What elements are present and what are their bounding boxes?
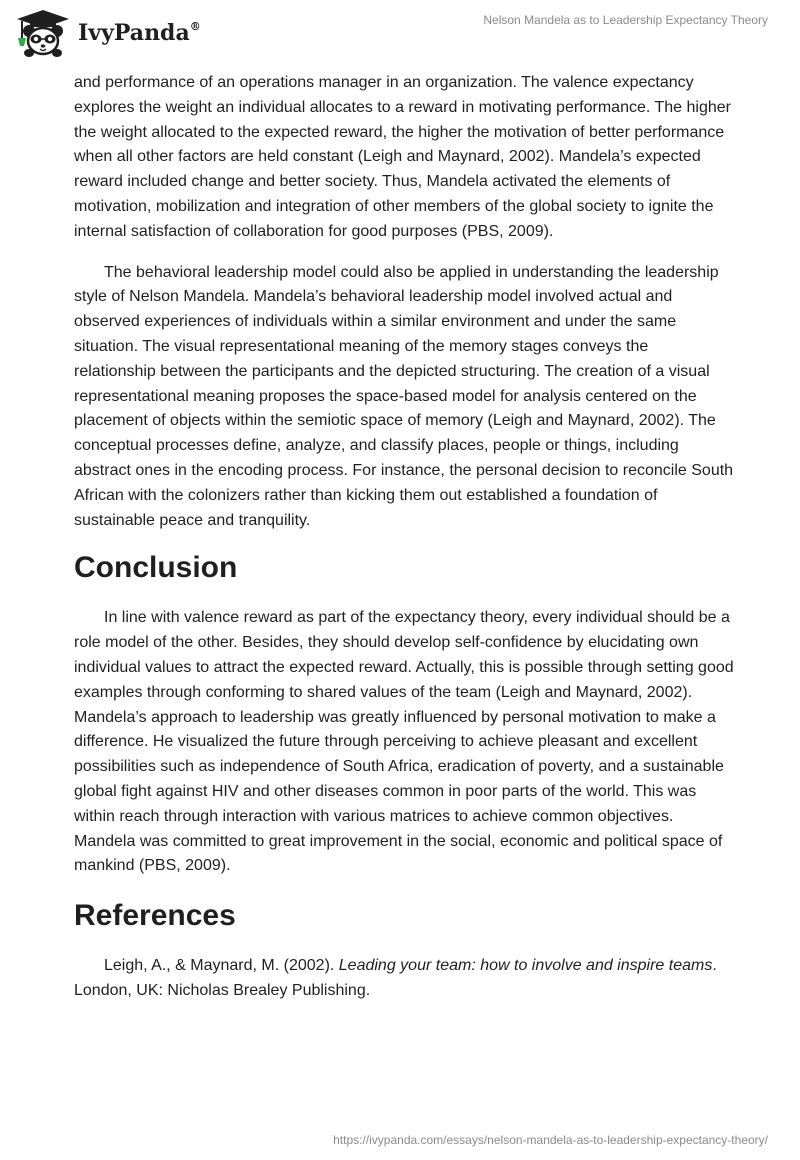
conclusion-heading: Conclusion [74, 551, 238, 585]
reference-publisher: . London, UK: Nicholas Brealey Publishing. [74, 957, 717, 999]
reference-entry [74, 954, 734, 1004]
panda-graduate-icon [14, 8, 72, 58]
page-header [0, 0, 800, 70]
body-paragraph: and performance of an operations manager in an organization. The valence expectancy explores the weight an individual allocates to a reward in motivating performance. The higher the weight allocated to the expected reward, the higher the motivation of better performance when all other factors are held constant (Leigh and Maynard, 2002). Mandela’s expected reward included change and better society. Thus, Mandela activated the elements of motivation, mobilization and integration of other members of the global society to ignite the internal satisfaction of collaboration for good purposes (PBS, 2009). [74, 74, 731, 240]
body-paragraph: The behavioral leadership model could also be applied in understanding the leadership style of Nelson Mandela. Mandela’s behavioral leadership model involved actual and observed experiences of individuals within a similar environment and under the same situation. The visual representational meaning of the memory stages conveys the relationship between the participants and the depicted structuring. The creation of a visual representational meaning proposes the space-based model for analysis centered on the placement of objects within the semiotic space of memory (Leigh and Maynard, 2002). The conceptual processes define, analyze, and classify places, people or things, including abstract ones in the encoding process. For instance, the personal decision to reconcile South African with the colonizers rather than kicking them out established a foundation of sustainable peace and tranquility. [74, 263, 734, 529]
references-heading: References [74, 899, 236, 933]
reference-authors: Leigh, A., & Maynard, M. (2002). [104, 957, 339, 975]
source-url[interactable]: https://ivypanda.com/essays/nelson-mandela-as-to-leadership-expectancy-theory/ [333, 1133, 768, 1147]
registered-mark: ® [189, 19, 201, 33]
reference-title: Leading your team: how to involve and inspire teams [338, 957, 713, 975]
ivypanda-logo[interactable] [14, 8, 201, 58]
document-title: Nelson Mandela as to Leadership Expectancy Theory [483, 13, 768, 27]
conclusion-paragraph: In line with valence reward as part of the expectancy theory, every individual should be a role model of the other. Besides, they should develop self-confidence by elucidating own individual values to attract the expected reward. Actually, this is possible through setting good examples through conforming to shared values of the team (Leigh and Maynard, 2002). Mandela’s approach to leadership was greatly influenced by personal motivation to make a difference. He visualized the future through perceiving to achieve pleasant and excellent possibilities such as independence of South Africa, eradication of poverty, and a sustainable global fight against HIV and other diseases common in poor parts of the world. This was within reach through interaction with various matrices to achieve common objectives. Mandela was committed to great improvement in the social, economic and political space of mankind (PBS, 2009). [74, 609, 734, 875]
essay-content [74, 71, 734, 1004]
brand-name: IvyPanda® [78, 19, 201, 46]
